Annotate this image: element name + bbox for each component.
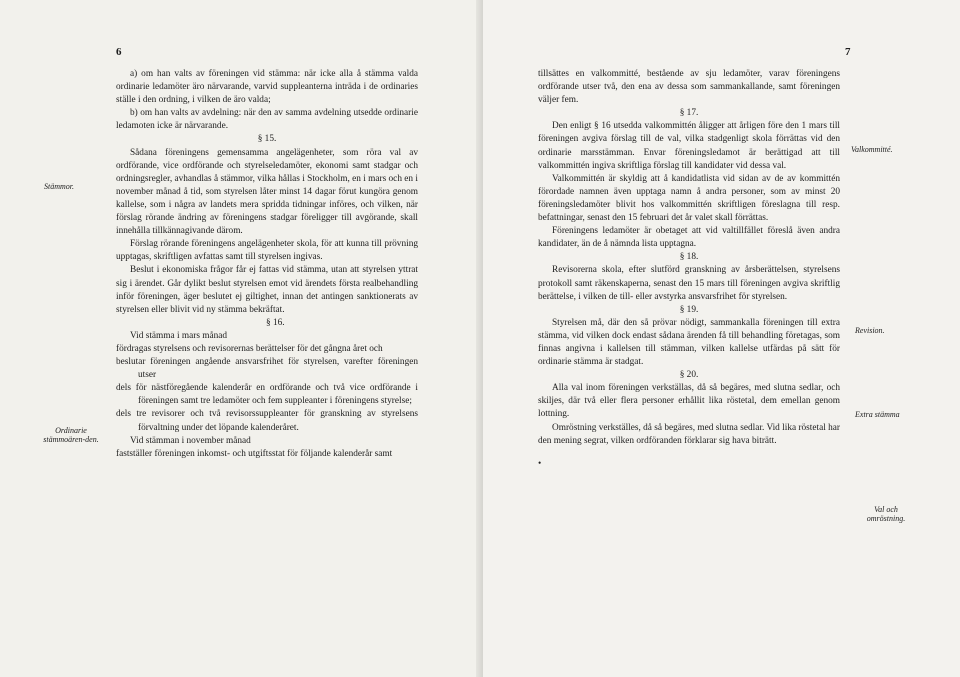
section-19-paragraph: Styrelsen må, där den så prövar nödigt, sammankalla föreningen till extra stämma, vid vilken dock endast sådana ärenden få till behandling företagas, som finnas angivna i kallelsen till stämman, vilken kallelse utfärdas på sätt för ordinarie stämma är stadgat. xyxy=(538,317,840,368)
section-16-heading: § 16. xyxy=(266,317,285,328)
section-20-heading: § 20. xyxy=(679,370,699,381)
section-15-paragraph: Beslut i ekonomiska frågor får ej fattas vid stämma, utan att styrelsen yttrat sig i ärendet. Går dylikt beslut styrelsen emot vid ärendets första realbehandling inför föreningen, äger beslutet ej giltighet, innan det antingen sanktionerats av styrelsen eller blivit vid ny stämma bekräftat. xyxy=(116,265,418,315)
section-18-paragraph: Revisorerna skola, efter slutförd granskning av årsberättelsen, styrelsens protokoll samt räkenskaperna, senast den 15 mars till föreningen avgiva skriftlig berättelse, i vilken de till- eller avstyrka ansvarsfrihet för styrelsen. xyxy=(538,265,840,302)
section-17-paragraph: Föreningens ledamöter är obetaget att vid valtillfället föreslå även andra kandidater, än de å nämnda lista upptagna. xyxy=(538,226,840,250)
section-16-line: Vid stämma i mars månad xyxy=(130,330,228,341)
section-18-heading: § 18. xyxy=(679,252,699,263)
section-16-line: dels tre revisorer och två revisorssuppleanter för granskning av styrelsens förvaltning under det löpande kalenderåret. xyxy=(116,409,418,433)
page-number-left: 6 xyxy=(116,46,122,58)
section-19-heading: § 19. xyxy=(679,304,699,315)
right-page xyxy=(483,0,960,677)
section-16-line: Vid stämman i november månad xyxy=(130,435,251,446)
intro-paragraph: tillsättes en valkommitté, bestående av sju ledamöter, varav föreningens ordförande utser två, den ena av dessa som sammankallande, samt föreningen väljer fem. xyxy=(538,69,840,106)
left-column xyxy=(116,68,418,461)
section-16-line: dels för nästföregående kalenderår en ordförande och två vice ordförande i föreningen samt tre ledamöter och fem suppleanter i föreningens styrelse; xyxy=(116,383,418,407)
section-17-paragraph: Den enligt § 16 utsedda valkommittén åligger att årligen före den 1 mars till föreningen avgiva förslag till de val, vilka stadgenligt skola förrättas vid den ordinarie marsstämman. Envar föreningsledamot är berättigad att till valkommittén ingiva skriftliga förslag till kandidater vid dessa val. xyxy=(538,121,840,171)
section-16-line: fördragas styrelsens och revisorernas berättelser för det gångna året och xyxy=(116,343,383,354)
margin-note-stammor: Stämmor. xyxy=(44,182,75,191)
section-20-paragraph: Alla val inom föreningen verkställas, då så begäres, med slutna sedlar, och skiljes, där två eller flera personer erhållit lika röstetal, dem emellan genom lottning. xyxy=(538,383,840,420)
section-16-line: fastställer föreningen inkomst- och utgiftsstat för följande kalenderår samt xyxy=(116,448,393,459)
section-15-paragraph: Sådana föreningens gemensamma angelägenheter, som röra val av ordförande, vice ordförande och styrelseledamöter, ekonomi samt stadgar och ordningsregler, avhandlas å stämmor, vilka hållas i Stockholm, en i mars och en i november månad å tid, som styrelsen låter minst 14 dagar förut kungöra genom kallelse, som i några av landets mera spridda tidningar införes, och vilken, när förslag rörande ändring av föreningens stadgar föreligger till avgörande, skall innehålla tillkännagivande därom. xyxy=(116,147,418,237)
section-20-paragraph: Omröstning verkställes, då så begäres, med slutna sedlar. Vid lika röstetal har den mening segrat, vilken ordföranden förklarar sig hava biträtt. xyxy=(538,422,840,446)
margin-note-valkommitte: Valkommitté. xyxy=(851,145,893,154)
intro-item-b: b) om han valts av avdelning: när den av samma avdelning utsedde ordinarie ledamoten icke är närvarande. xyxy=(116,108,418,132)
section-15-heading: § 15. xyxy=(257,134,277,145)
page-number-right: 7 xyxy=(845,46,851,58)
right-column xyxy=(538,68,840,471)
margin-note-extra-stamma: Extra stämma xyxy=(855,410,900,419)
footer-bullet-mark: • xyxy=(538,458,542,469)
margin-note-ordinarie: Ordinarie stämmoären-den. xyxy=(43,426,99,444)
margin-note-val-och-omrostning: Val och omröstning. xyxy=(866,505,906,523)
section-15-paragraph: Förslag rörande föreningens angelägenheter skola, för att kunna till prövning upptagas, skriftligen avfattas samt till styrelsen ingivas. xyxy=(116,239,418,263)
margin-note-revision: Revision. xyxy=(855,326,885,335)
section-16-line: beslutar föreningen angående ansvarsfrihet för styrelsen, varefter föreningen utser xyxy=(116,357,418,381)
intro-item-a: a) om han valts av föreningen vid stämma: när icke alla å stämma valda ordinarie ledamöter äro närvarande, varvid suppleanterna inträda i de ordinaries ställe i den ordning, i vilken de äro valda; xyxy=(116,69,418,106)
section-17-paragraph: Valkommittén är skyldig att å kandidatlista vid sidan av de av kommittén förordade namnen även upptaga namn å andra personer, som av minst 20 föreningsledamöter blivit hos valkommittén skriftligen föreslagna till resp. befattningar, senast den 15 februari det år valet skall förrättas. xyxy=(538,173,840,224)
section-17-heading: § 17. xyxy=(679,108,699,119)
